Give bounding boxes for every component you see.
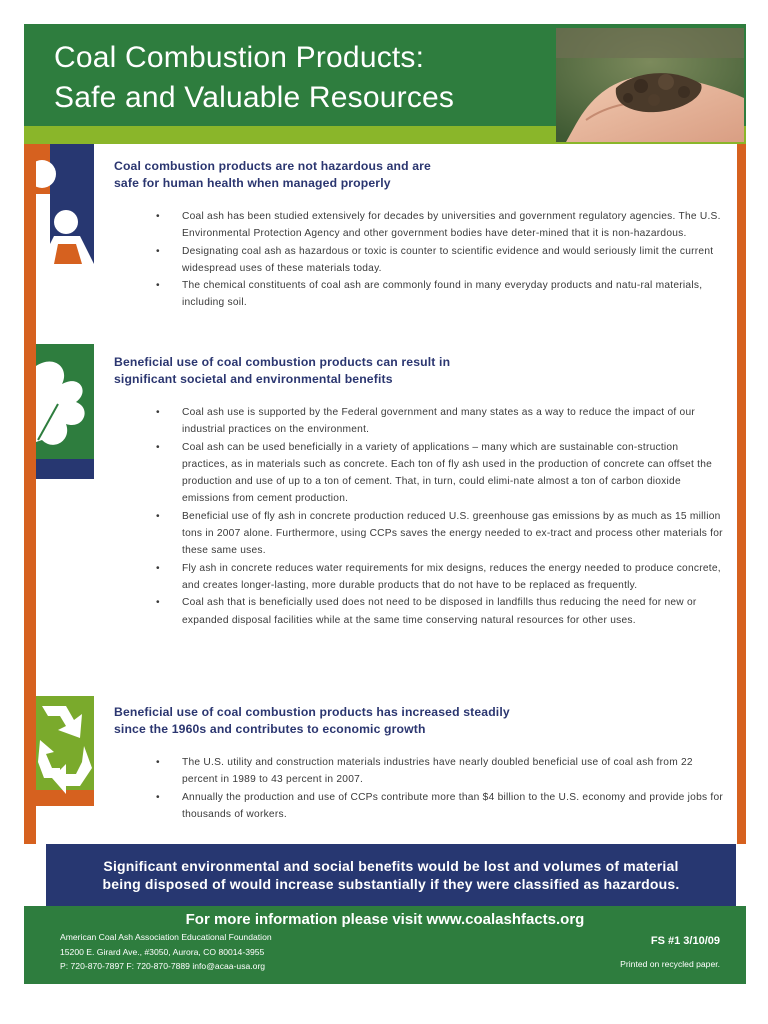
page-title <box>54 38 574 118</box>
section-societal-benefits <box>114 354 724 629</box>
list-item: • The chemical constituents of coal ash are commonly found in many everyday products and natu-ral materials, including soil. <box>156 277 724 312</box>
list-item: • Coal ash can be used beneficially in a variety of applications – many which are sustainable con-struction practices, as in materials such as concrete. Each ton of fly ash used in the production of concrete can offset the production and use of up to a ton of cement. That, in turn, could elimi-nate almost a ton of carbon dioxide emissions from cement production. <box>156 439 724 508</box>
fact-sheet-number: FS #1 3/10/09 <box>650 935 720 947</box>
list-item: • Coal ash has been studied extensively for decades by universities and government regulatory agencies. The U.S. Environmental Protection Agency and other government bodies have deter-mined that it is non-hazardous. <box>156 208 724 243</box>
org-contact: P: 720-870-7897 F: 720-870-7889 info@acaa-usa.org <box>60 961 266 971</box>
section-heading-line-2: since the 1960s and contributes to economic growth <box>114 722 426 736</box>
section-heading <box>114 158 724 192</box>
section-heading-line-1: Coal combustion products are not hazardous and are <box>114 159 431 173</box>
bullet-list <box>114 404 724 629</box>
hand-holding-soil-image <box>556 28 744 142</box>
section-economic-growth <box>114 704 724 823</box>
organization-contact <box>60 930 420 974</box>
section-heading <box>114 704 724 738</box>
section-not-hazardous <box>114 158 724 312</box>
title-line-2: Safe and Valuable Resources <box>54 81 455 114</box>
list-item: • Designating coal ash as hazardous or toxic is counter to scientific evidence and would seriously limit the current widespread uses of these materials today. <box>156 243 724 278</box>
hazard-warning-callout <box>46 844 736 906</box>
leaf-icon <box>36 344 94 479</box>
footer <box>24 906 746 984</box>
callout-line-2: being disposed of would increase substantially if they were classified as hazardous. <box>102 876 680 892</box>
list-item: • Coal ash that is beneficially used does not need to be disposed in landfills thus reducing the need for new or expanded disposal facilities while at the same time conserving natural resources for other uses. <box>156 594 724 629</box>
org-name: American Coal Ash Association Educational Foundation <box>60 932 272 942</box>
org-address: 15200 E. Girard Ave., #3050, Aurora, CO 80014-3955 <box>60 946 265 957</box>
section-heading-line-2: significant societal and environmental benefits <box>114 372 393 386</box>
recycle-icon <box>36 696 94 806</box>
list-item: • The U.S. utility and construction materials industries have nearly doubled beneficial use of coal ash from 22 percent in 1989 to 43 percent in 2007. <box>156 754 724 789</box>
callout-text <box>46 857 736 893</box>
section-heading-line-2: safe for human health when managed properly <box>114 176 391 190</box>
left-orange-rail <box>24 144 36 844</box>
list-item: • Beneficial use of fly ash in concrete production reduced U.S. greenhouse gas emissions by as much as 15 million tons in 2007 alone. Furthermore, using CCPs saves the energy needed to ex-tract and process other materials for these same uses. <box>156 508 724 560</box>
section-heading-line-1: Beneficial use of coal combustion products can result in <box>114 355 451 369</box>
right-orange-rail <box>737 144 746 844</box>
title-line-1: Coal Combustion Products: <box>54 41 425 74</box>
people-icon <box>36 144 94 264</box>
bullet-list <box>114 754 724 823</box>
list-item: • Coal ash use is supported by the Federal government and many states as a way to reduce the impact of our industrial practices on the environment. <box>156 404 724 439</box>
fact-sheet-page <box>24 24 746 984</box>
list-item: • Fly ash in concrete reduces water requirements for mix designs, reduces the energy needed to produce concrete, and creates longer-lasting, more durable products that do not have to be replaced as frequently. <box>156 560 724 595</box>
list-item: • Annually the production and use of CCPs contribute more than $4 billion to the U.S. economy and provide jobs for thousands of workers. <box>156 789 724 824</box>
callout-line-1: Significant environmental and social benefits would be lost and volumes of material <box>103 858 679 874</box>
section-heading <box>114 354 724 388</box>
bullet-list <box>114 208 724 312</box>
section-heading-line-1: Beneficial use of coal combustion products has increased steadily <box>114 705 510 719</box>
more-info-link-text[interactable]: For more information please visit www.coalashfacts.org <box>185 911 585 928</box>
recycled-paper-note: Printed on recycled paper. <box>620 959 720 969</box>
